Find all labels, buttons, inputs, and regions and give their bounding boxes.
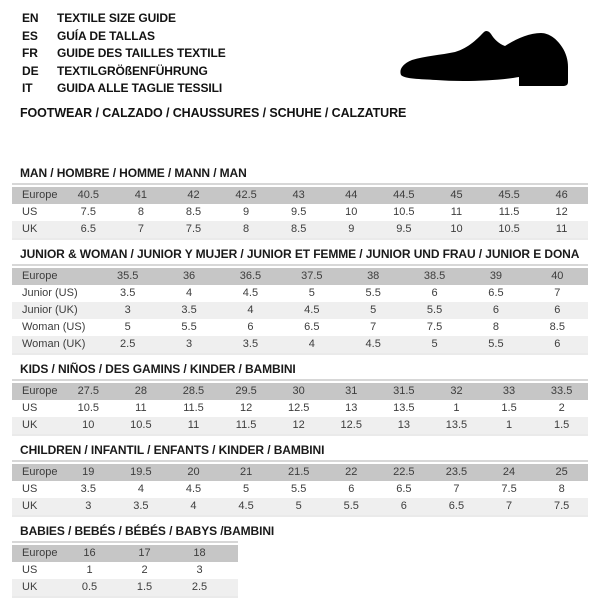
size-cell: 11: [450, 205, 463, 218]
size-cell: 16: [83, 546, 96, 559]
size-cell: 11.5: [183, 401, 204, 414]
size-cell: 8: [558, 482, 565, 495]
size-cell: 18: [193, 546, 206, 559]
size-cell: 6: [348, 482, 355, 495]
size-cell: 13.5: [393, 401, 415, 414]
size-cell: 7.5: [553, 499, 570, 512]
language-line-en: [22, 10, 600, 28]
table-row: [12, 481, 588, 498]
row-label: Europe: [22, 546, 58, 559]
size-table-babies: [12, 524, 588, 598]
size-cell: 40.5: [77, 188, 99, 201]
size-cell: 5: [243, 482, 250, 495]
language-code: EN: [22, 11, 39, 25]
size-cell: 10: [450, 222, 463, 235]
size-cell: 13.5: [445, 418, 468, 431]
size-cell: 10: [345, 205, 358, 218]
size-cell: 0.5: [81, 580, 98, 593]
size-cell: 31.5: [393, 384, 415, 397]
table-header-row: [12, 383, 588, 400]
language-label: GUÍA DE TALLAS: [57, 28, 155, 43]
table-header-row: [12, 187, 588, 204]
size-cell: 7: [370, 320, 377, 333]
size-cell: 13: [397, 418, 410, 431]
size-cell: 6: [247, 320, 254, 333]
size-cell: 44.5: [393, 188, 415, 201]
size-cell: 11.5: [235, 418, 257, 431]
row-label: Woman (UK): [22, 337, 86, 350]
size-cell: 36: [182, 269, 196, 282]
size-cell: 10.5: [498, 222, 520, 235]
size-cell: 42.5: [235, 188, 257, 201]
table-header-row: [12, 268, 588, 285]
size-cell: 5.5: [365, 286, 381, 299]
size-cell: 6: [431, 286, 438, 299]
size-cell: 7.5: [80, 205, 96, 218]
size-cell: 3: [196, 563, 203, 576]
table-rows: [12, 464, 588, 517]
table-rows: [12, 545, 238, 598]
table-rows: [12, 187, 588, 240]
table-title: MAN / HOMBRE / HOMME / MANN / MAN: [20, 165, 247, 180]
table-row: [12, 400, 588, 417]
size-cell: 11: [135, 401, 147, 414]
size-cell: 32: [450, 384, 463, 397]
size-cell: 33: [502, 384, 516, 397]
table-rows: [12, 383, 588, 436]
size-tables: [12, 166, 588, 598]
size-cell: 6: [492, 303, 499, 316]
size-cell: 5: [124, 320, 131, 333]
size-cell: 27.5: [77, 384, 99, 397]
size-cell: 10: [82, 418, 95, 431]
table-rows: [12, 268, 588, 355]
row-label: Europe: [22, 465, 58, 478]
dress-shoe-icon: [398, 30, 573, 90]
size-cell: 1: [453, 401, 460, 414]
table-row: [12, 221, 588, 238]
size-table-man: [12, 166, 588, 240]
table-row: [12, 336, 588, 353]
size-cell: 6.5: [488, 286, 504, 299]
size-cell: 9.5: [291, 205, 307, 218]
row-label: US: [22, 401, 38, 414]
size-cell: 6: [554, 337, 561, 350]
language-label: GUIDE DES TAILLES TEXTILE: [57, 46, 226, 60]
table-row: [12, 204, 588, 221]
size-cell: 28.5: [182, 384, 205, 397]
table-title: CHILDREN / INFANTIL / ENFANTS / KINDER / BAMBINI: [20, 442, 325, 457]
table-top-rule: [12, 183, 588, 185]
size-cell: 13: [345, 401, 358, 414]
table-row: [12, 498, 588, 515]
size-cell: 35.5: [116, 269, 139, 282]
size-cell: 5.5: [291, 482, 307, 495]
size-cell: 7.5: [426, 320, 443, 333]
size-cell: 6.5: [396, 482, 412, 495]
size-cell: 24: [502, 465, 516, 478]
size-cell: 36.5: [239, 269, 262, 282]
table-header-row: [12, 545, 238, 562]
size-cell: 45.5: [498, 188, 520, 201]
size-cell: 3: [85, 499, 92, 512]
size-cell: 3.5: [80, 482, 96, 495]
size-cell: 12.5: [287, 401, 310, 414]
size-cell: 7: [505, 499, 513, 512]
size-cell: 1.5: [136, 580, 153, 593]
table-top-rule: [12, 379, 588, 381]
size-cell: 25: [555, 465, 568, 478]
table-title: KIDS / NIÑOS / DES GAMINS / KINDER / BAMBINI: [20, 361, 296, 376]
language-label: TEXTILGRÖßENFÜHRUNG: [57, 63, 208, 78]
size-cell: 8: [243, 222, 250, 235]
size-cell: 38.5: [423, 269, 446, 282]
size-cell: 9: [348, 222, 355, 235]
size-cell: 4: [186, 286, 193, 299]
size-cell: 3.5: [242, 337, 259, 350]
size-cell: 11: [187, 418, 200, 431]
size-cell: 9.5: [396, 222, 412, 235]
language-label: TEXTILE SIZE GUIDE: [57, 11, 176, 25]
size-cell: 31: [345, 384, 358, 397]
row-label: UK: [22, 222, 38, 235]
table-title: JUNIOR & WOMAN / JUNIOR Y MUJER / JUNIOR ET FEMME / JUNIOR UND FRAU / JUNIOR E DONA: [20, 246, 580, 261]
size-cell: 11: [555, 222, 568, 235]
size-cell: 5: [370, 303, 377, 316]
row-label: Europe: [22, 384, 58, 397]
size-cell: 8: [137, 205, 144, 218]
size-cell: 3.5: [181, 303, 197, 316]
size-cell: 7: [453, 482, 460, 495]
size-cell: 6.5: [304, 320, 320, 333]
size-table-junior-woman: [12, 247, 588, 355]
size-cell: 46: [555, 188, 568, 201]
size-cell: 33.5: [550, 384, 573, 397]
table-top-rule: [12, 264, 588, 266]
size-cell: 43: [292, 188, 305, 201]
size-cell: 4: [308, 337, 315, 350]
size-cell: 5.5: [488, 337, 504, 350]
language-code: ES: [22, 28, 38, 43]
size-cell: 5: [431, 337, 438, 350]
language-code: DE: [22, 63, 39, 78]
size-cell: 5.5: [426, 303, 443, 316]
size-cell: 23.5: [445, 465, 468, 478]
size-cell: 12: [292, 418, 305, 431]
size-cell: 19.5: [130, 465, 152, 478]
size-cell: 19: [82, 465, 95, 478]
size-cell: 37.5: [301, 269, 323, 282]
row-label: UK: [22, 418, 38, 431]
size-cell: 10.5: [130, 418, 152, 431]
size-cell: 8.5: [185, 205, 202, 218]
size-cell: 28: [134, 384, 148, 397]
size-cell: 6.5: [448, 499, 465, 512]
size-cell: 22: [345, 465, 358, 478]
row-label: US: [22, 482, 38, 495]
size-cell: 2.5: [191, 580, 208, 593]
size-cell: 4.5: [304, 303, 320, 316]
size-cell: 7.5: [185, 222, 202, 235]
size-cell: 12.5: [340, 418, 362, 431]
row-label: Europe: [22, 269, 58, 282]
language-label: GUIDA ALLE TAGLIE TESSILI: [57, 81, 223, 95]
size-cell: 4.5: [185, 482, 202, 495]
size-cell: 45: [450, 188, 463, 201]
size-cell: 4.5: [365, 337, 381, 350]
size-cell: 3.5: [120, 286, 136, 299]
size-cell: 21: [239, 465, 253, 478]
size-cell: 44: [345, 188, 358, 201]
language-code: IT: [22, 81, 33, 95]
size-cell: 4.5: [238, 499, 254, 512]
row-label: US: [22, 205, 38, 218]
size-cell: 10.5: [77, 401, 99, 414]
size-cell: 2: [141, 563, 148, 576]
row-label: UK: [22, 499, 38, 512]
size-cell: 8.5: [291, 222, 307, 235]
category-title: FOOTWEAR / CALZADO / CHAUSSURES / SCHUHE / CALZATURE: [20, 105, 407, 120]
table-row: [12, 319, 588, 336]
size-cell: 1.5: [553, 418, 570, 431]
size-cell: 5: [295, 499, 302, 512]
size-cell: 7.5: [501, 482, 517, 495]
size-cell: 2.5: [120, 337, 136, 350]
size-table-children: [12, 443, 588, 517]
size-cell: 41: [134, 188, 148, 201]
language-code: FR: [22, 46, 38, 60]
size-cell: 4: [137, 482, 144, 495]
table-title: BABIES / BEBÉS / BÉBÉS / BABYS /BAMBINI: [20, 523, 275, 538]
size-cell: 10.5: [393, 205, 415, 218]
size-cell: 12: [555, 205, 568, 218]
table-top-rule: [12, 460, 588, 462]
row-label: Junior (US): [22, 286, 78, 299]
size-cell: 6: [554, 303, 561, 316]
table-row: [12, 562, 238, 579]
table-header-row: [12, 464, 588, 481]
size-cell: 3: [186, 337, 193, 350]
size-cell: 1: [505, 418, 513, 431]
table-row: [12, 285, 588, 302]
row-label: US: [22, 563, 38, 576]
size-cell: 5.5: [181, 320, 197, 333]
size-cell: 1.5: [501, 401, 517, 414]
size-cell: 39: [489, 269, 503, 282]
size-cell: 9: [243, 205, 250, 218]
size-cell: 42: [187, 188, 200, 201]
size-cell: 4: [190, 499, 197, 512]
row-label: Junior (UK): [22, 303, 78, 316]
size-cell: 29.5: [235, 384, 257, 397]
size-cell: 4.5: [242, 286, 259, 299]
size-cell: 3: [124, 303, 131, 316]
size-cell: 38: [367, 269, 380, 282]
size-cell: 6: [400, 499, 407, 512]
row-label: Europe: [22, 188, 58, 201]
size-cell: 17: [138, 546, 151, 559]
size-cell: 7: [137, 222, 144, 235]
size-cell: 1: [86, 563, 93, 576]
size-cell: 22.5: [393, 465, 415, 478]
size-cell: 11.5: [498, 205, 520, 218]
size-cell: 30: [292, 384, 305, 397]
size-cell: 5.5: [343, 499, 359, 512]
size-cell: 3.5: [133, 499, 149, 512]
size-cell: 20: [187, 465, 200, 478]
row-label: Woman (US): [22, 320, 86, 333]
size-cell: 6.5: [80, 222, 96, 235]
size-cell: 4: [247, 303, 254, 316]
size-cell: 2: [558, 401, 565, 414]
size-cell: 40: [551, 269, 564, 282]
table-row: [12, 579, 238, 596]
row-label: UK: [22, 580, 38, 593]
table-row: [12, 302, 588, 319]
size-cell: 8: [492, 320, 499, 333]
size-cell: 5: [308, 286, 315, 299]
table-row: [12, 417, 588, 434]
size-cell: 8.5: [549, 320, 565, 333]
size-table-kids: [12, 362, 588, 436]
table-top-rule: [12, 541, 238, 543]
size-cell: 21.5: [287, 465, 310, 478]
size-cell: 7: [554, 286, 561, 299]
size-cell: 12: [239, 401, 253, 414]
